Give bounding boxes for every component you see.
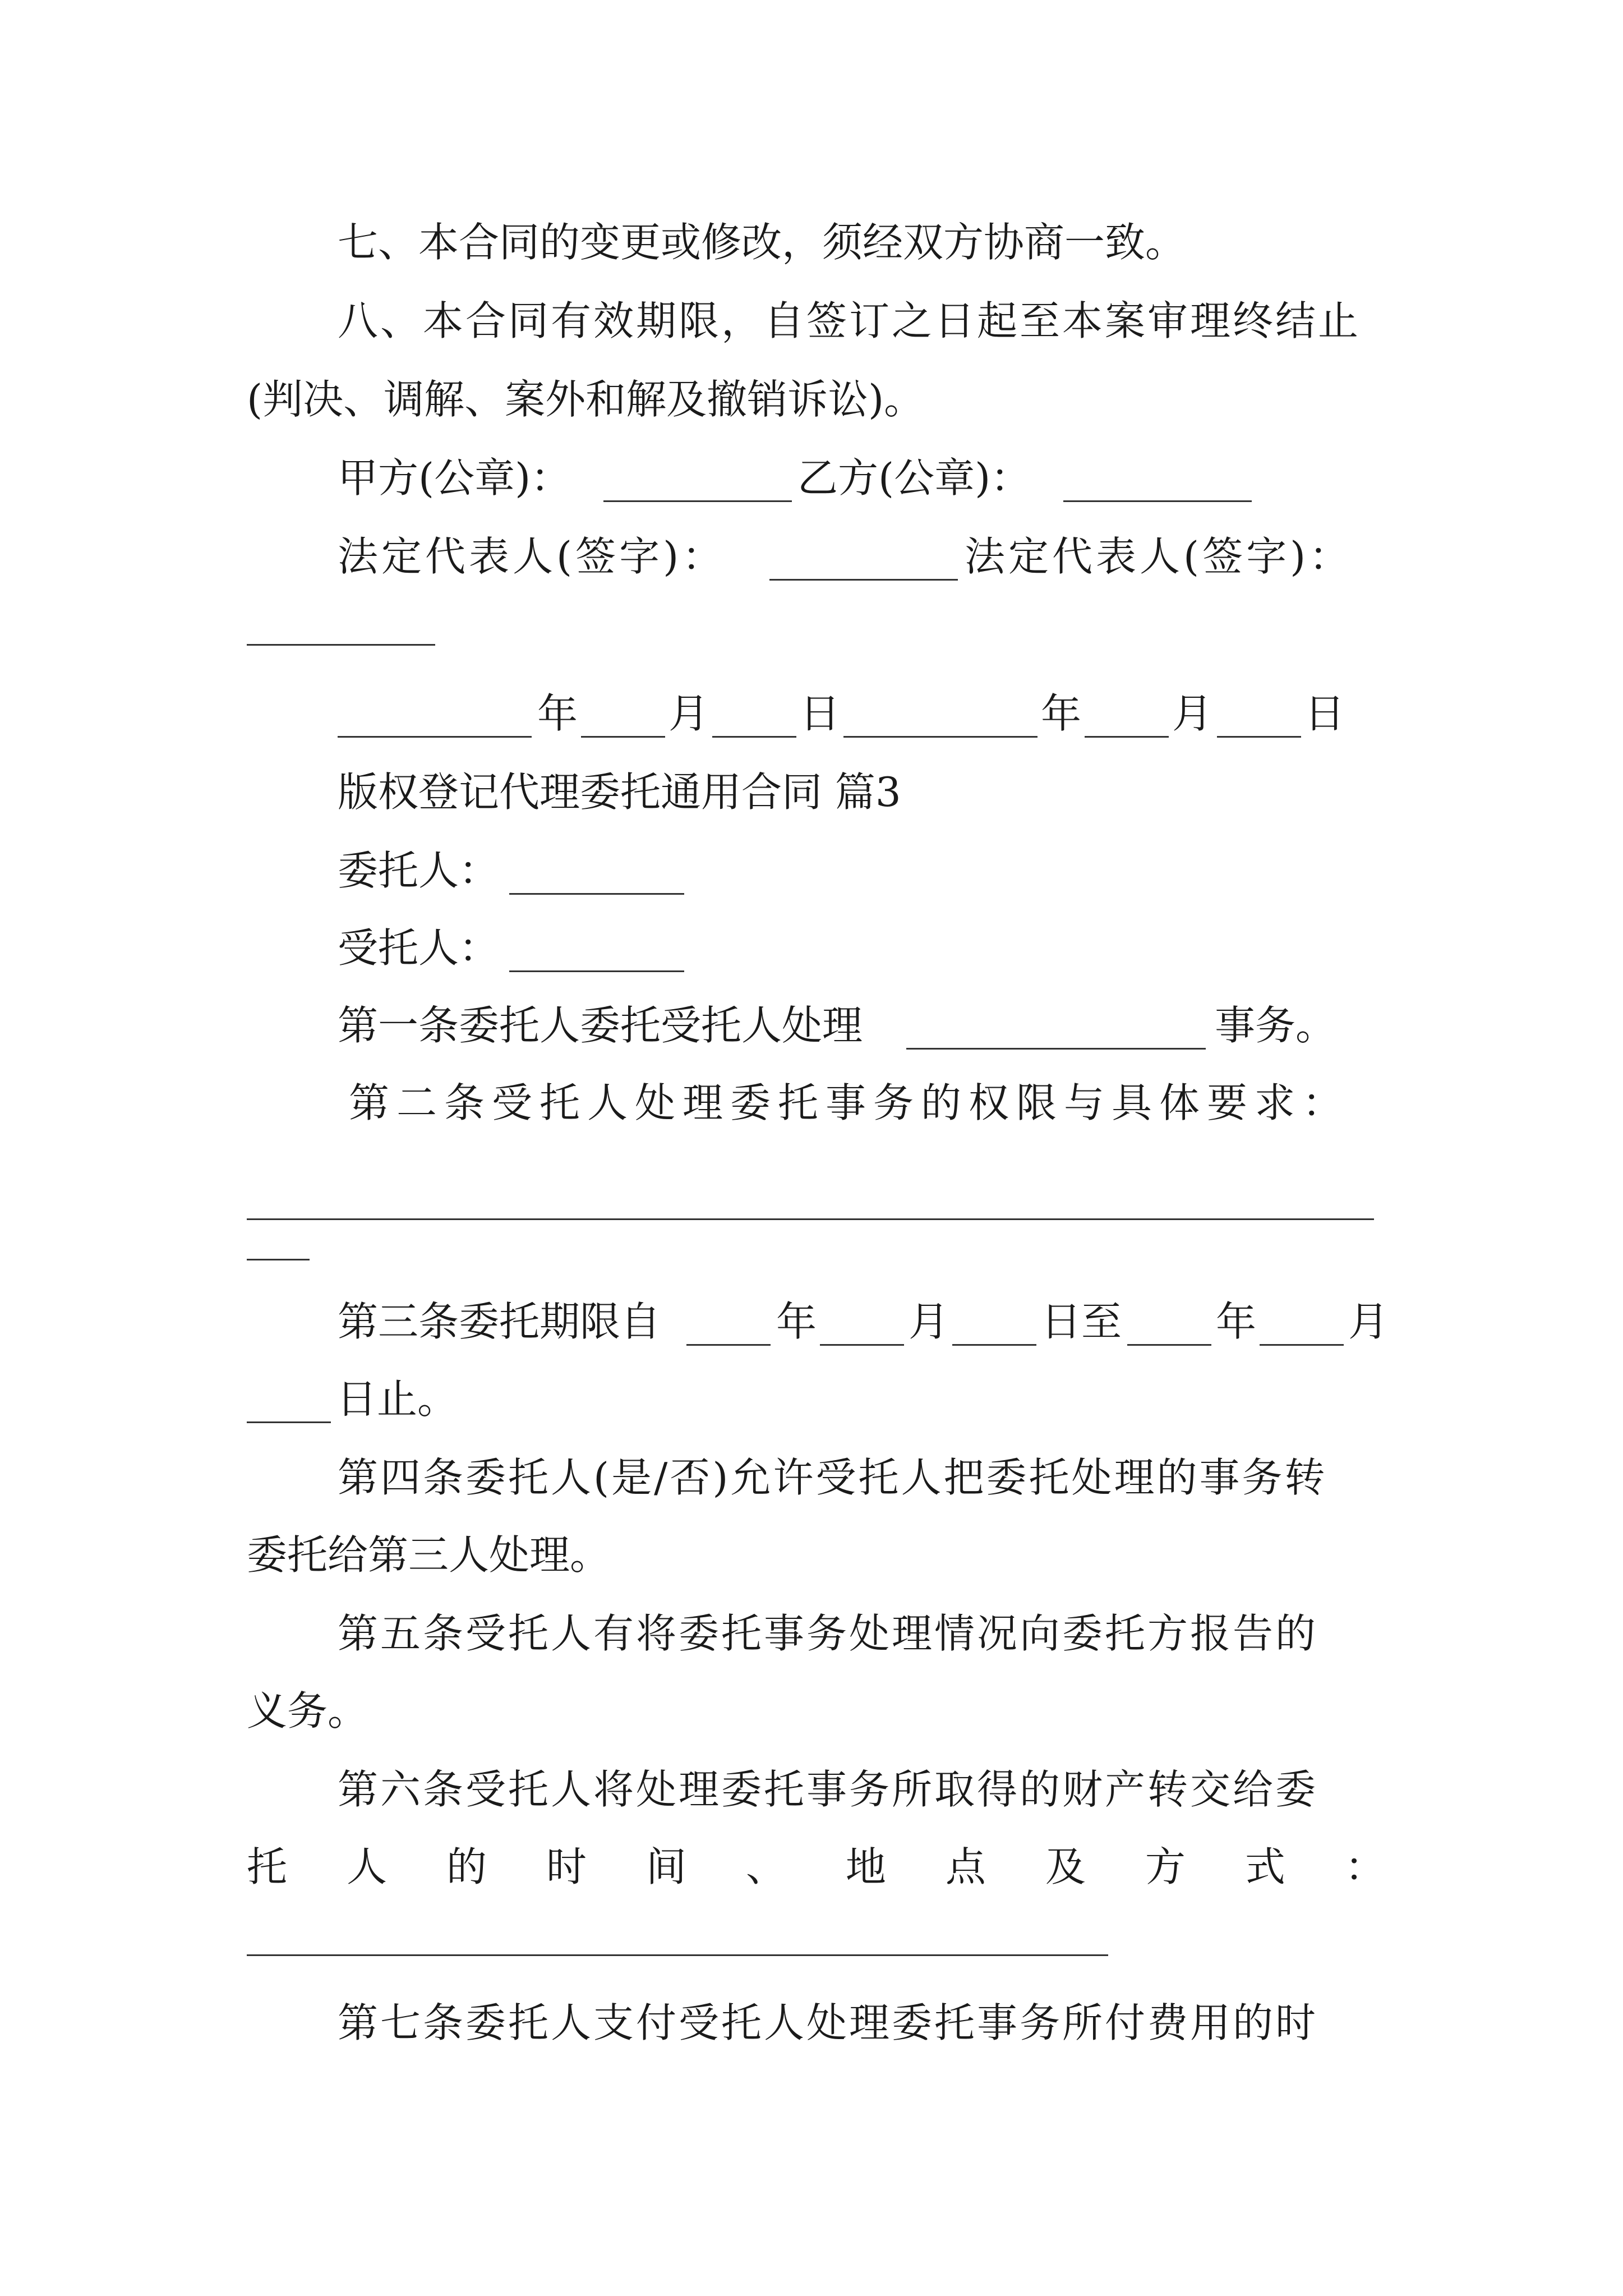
article-3-end-year: 年 (1216, 1298, 1257, 1345)
date-b-year: 年 (1041, 690, 1082, 737)
article-5-line2 (0, 1683, 1623, 1739)
article-5-text-a: 第五条受托人有将委托事务处理情况向委托方报告的 (338, 1610, 1318, 1657)
article-6-char: 时 (546, 1843, 587, 1890)
article-2-text: 第二条受托人处理委托事务的权限与具体要求： (349, 1079, 1350, 1126)
party-a-seal-label: 甲方(公章)： (338, 454, 571, 501)
article-6-char: 、 (745, 1843, 786, 1890)
article-3-start-month: 月 (909, 1298, 949, 1345)
article-5-text-b: 义务。 (247, 1687, 368, 1734)
agent-blank (509, 970, 684, 972)
article-3-start-month-blank (820, 1344, 904, 1346)
article-6-char: 方 (1145, 1843, 1186, 1890)
heading-text: 版权登记代理委托通用合同 篇3 (338, 769, 901, 816)
date-b-year-blank (843, 736, 1038, 738)
rep-b-label: 法定代表人(签字)： (965, 533, 1353, 580)
article-5-line1 (0, 1605, 1623, 1662)
article-3-line1 (0, 1294, 1623, 1350)
agent-line (0, 920, 1623, 976)
article-3-start-year-blank (686, 1344, 771, 1346)
date-b-day: 日 (1304, 690, 1345, 737)
date-a-year: 年 (537, 690, 578, 737)
clause-8-line1 (0, 293, 1623, 349)
clause-8-text-b: (判决、调解、案外和解及撤销诉讼)。 (247, 376, 925, 423)
rep-b-blank (247, 644, 435, 646)
article-6-char: 及 (1045, 1843, 1086, 1890)
rep-line (0, 528, 1623, 585)
article-3-text-a: 第三条委托期限自 (338, 1298, 661, 1345)
article-3-end-month: 月 (1348, 1298, 1389, 1345)
section-heading (0, 764, 1623, 820)
article-4-text-b: 委托给第三人处理。 (247, 1531, 611, 1579)
article-3-text-end: 日止。 (336, 1375, 458, 1423)
party-b-seal-label: 乙方(公章)： (797, 454, 1031, 501)
article-1-text-a: 第一条委托人委托受托人处理 (338, 1002, 863, 1049)
article-1 (0, 997, 1623, 1053)
date-a-month-blank (581, 736, 665, 738)
article-3-line2 (0, 1371, 1623, 1427)
article-6-text-a: 第六条受托人将处理委托事务所取得的财产转交给委 (338, 1766, 1318, 1813)
article-4-line1 (0, 1450, 1623, 1506)
article-6-char: ： (1344, 1843, 1385, 1890)
article-2 (0, 1075, 1623, 1131)
client-line (0, 843, 1623, 899)
date-b-day-blank (1217, 736, 1301, 738)
article-6-char: 点 (945, 1843, 986, 1890)
article-6-char: 式 (1244, 1843, 1285, 1890)
seal-line (0, 450, 1623, 506)
article-2-blank-line1 (247, 1218, 1374, 1220)
article-6-justified-text (247, 1839, 1385, 1895)
date-a-day: 日 (800, 690, 841, 737)
article-7-line1 (0, 1995, 1623, 2051)
article-6-blank (247, 1954, 1108, 1956)
date-b-month: 月 (1172, 690, 1213, 737)
date-a-year-blank (338, 736, 532, 738)
client-label: 委托人： (338, 847, 500, 894)
article-3-mid-text: 日至 (1041, 1298, 1122, 1345)
party-b-seal-blank (1063, 500, 1252, 502)
article-6-char: 的 (446, 1843, 487, 1890)
date-a-day-blank (712, 736, 796, 738)
article-6-char: 地 (845, 1843, 886, 1890)
clause-7 (0, 214, 1623, 270)
article-6-line1 (0, 1761, 1623, 1818)
clause-7-text: 七、本合同的变更或修改，须经双方协商一致。 (338, 219, 1186, 266)
article-6-line2 (0, 1839, 1623, 1895)
article-6-char: 人 (346, 1843, 387, 1890)
client-blank (509, 893, 684, 895)
article-3-end-month-blank (1260, 1344, 1344, 1346)
article-3-end-year-blank (1127, 1344, 1211, 1346)
article-6-char: 托 (247, 1843, 288, 1890)
article-4-line2 (0, 1527, 1623, 1583)
clause-8-text-a: 八、本合同有效期限，自签订之日起至本案审理终结止 (338, 297, 1361, 344)
party-a-seal-blank (603, 500, 792, 502)
article-4-text-a: 第四条委托人(是/否)允许受托人把委托处理的事务转 (338, 1454, 1327, 1501)
article-3-end-day-blank (247, 1421, 331, 1423)
date-a-month: 月 (668, 690, 709, 737)
date-line (0, 685, 1623, 742)
article-2-blank-line2 (247, 1259, 310, 1260)
rep-a-label: 法定代表人(签字)： (338, 533, 726, 580)
clause-8-line2 (0, 371, 1623, 427)
rep-a-blank (769, 579, 958, 581)
article-7-text-a: 第七条委托人支付受托人处理委托事务所付费用的时 (338, 1999, 1318, 2046)
agent-label: 受托人： (338, 924, 500, 972)
article-6-char: 间 (645, 1843, 686, 1890)
article-3-start-year: 年 (776, 1298, 817, 1345)
article-1-blank (906, 1048, 1206, 1050)
date-b-month-blank (1085, 736, 1169, 738)
article-1-text-b: 事务。 (1215, 1002, 1336, 1049)
article-3-start-day-blank (952, 1344, 1036, 1346)
